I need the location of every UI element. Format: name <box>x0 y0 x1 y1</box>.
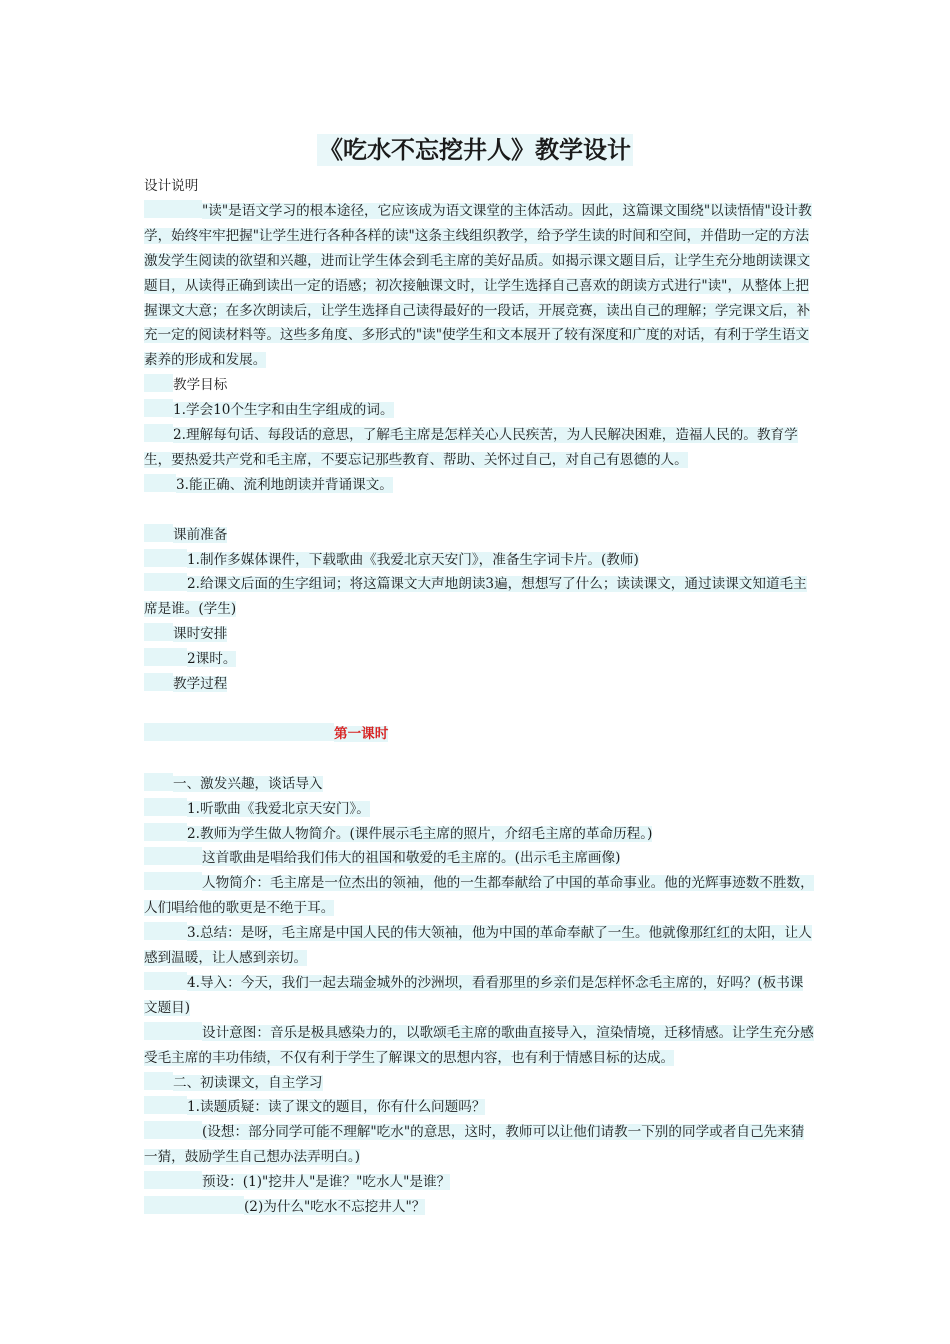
goals-heading: 教学目标 <box>144 373 816 398</box>
part-1-intent: 设计意图：音乐是极具感染力的，以歌颂毛主席的歌曲直接导入，渲染情境，迁移情感。让学生充分感受毛主席的丰功伟绩，不仅有利于学生了解课文的思想内容，也有利于情感目标的达成。 <box>144 1021 816 1071</box>
goal-item-3: 3.能正确、流利地朗读并背诵课文。 <box>144 473 816 498</box>
part-2-preset-2: (2)为什么"吃水不忘挖井人"？ <box>144 1195 816 1220</box>
part-1-item-3: 3.总结：是呀，毛主席是中国人民的伟大领袖，他为中国的革命奉献了一生。他就像那红红的太阳，让人感到温暖，让人感到亲切。 <box>144 921 816 971</box>
design-heading: 设计说明 <box>144 178 199 194</box>
goal-item-2: 2.理解每句话、每段话的意思，了解毛主席是怎样关心人民疾苦，为人民解决困难，造福人民的。教育学生，要热爱共产党和毛主席，不要忘记那些教育、帮助、关怀过自己，对自己有恩德的人。 <box>144 423 816 473</box>
design-paragraph: "读"是语文学习的根本途径，它应该成为语文课堂的主体活动。因此，这篇课文围绕"以读悟情"设计教学，始终牢牢把握"让学生进行各种各样的读"这条主线组织教学，给予学生读的时间和空间，并借助一定的方法激发学生阅读的欲望和兴趣，进而让学生体会到毛主席的美好品质。如揭示课文题目后，让学生充分地朗读课文题目，从读得正确到读出一定的语感；初次接触课文时，让学生选择自己喜欢的朗读方式进行"读"，从整体上把握课文大意；在多次朗读后，让学生选择自己读得最好的一段话，开展竞赛，读出自己的理解；学完课文后，补充一定的阅读材料等。这些多角度、多形式的"读"使学生和文本展开了较有深度和广度的对话，有利于学生语文素养的形成和发展。 <box>144 199 816 373</box>
goal-item-1: 1.学会10个生字和由生字组成的词。 <box>144 398 816 423</box>
prep-item-2: 2.给课文后面的生字组词；将这篇课文大声地朗读3遍，想想写了什么；读读课文，通过读课文知道毛主席是谁。(学生) <box>144 572 816 622</box>
part-2-heading: 二、初读课文，自主学习 <box>144 1071 816 1096</box>
document-body <box>144 174 816 1220</box>
prep-heading: 课前准备 <box>144 523 816 548</box>
part-2-assumption: (设想：部分同学可能不理解"吃水"的意思，这时，教师可以让他们请教一下别的同学或者自己先来猜一猜，鼓励学生自己想办法弄明白。) <box>144 1120 816 1170</box>
process-heading: 教学过程 <box>144 672 816 697</box>
part-1-heading: 一、激发兴趣，谈话导入 <box>144 772 816 797</box>
part-1-song-note: 这首歌曲是唱给我们伟大的祖国和敬爱的毛主席的。(出示毛主席画像) <box>144 846 816 871</box>
lesson-1-title: 第一课时 <box>144 722 816 747</box>
prep-item-1: 1.制作多媒体课件，下载歌曲《我爱北京天安门》，准备生字词卡片。(教师) <box>144 548 816 573</box>
document-title: 《吃水不忘挖井人》教学设计 <box>319 135 631 164</box>
schedule-heading: 课时安排 <box>144 622 816 647</box>
part-1-item-2: 2.教师为学生做人物简介。(课件展示毛主席的照片，介绍毛主席的革命历程。) <box>144 822 816 847</box>
schedule-text: 2课时。 <box>144 647 816 672</box>
part-1-item-4: 4.导入：今天，我们一起去瑞金城外的沙洲坝，看看那里的乡亲们是怎样怀念毛主席的，好吗？(板书课文题目) <box>144 971 816 1021</box>
part-2-preset-1: 预设：(1)"挖井人"是谁？"吃水人"是谁？ <box>144 1170 816 1195</box>
part-2-item-1: 1.读题质疑：读了课文的题目，你有什么问题吗？ <box>144 1095 816 1120</box>
part-1-item-1: 1.听歌曲《我爱北京天安门》。 <box>144 797 816 822</box>
part-1-intro: 人物简介：毛主席是一位杰出的领袖，他的一生都奉献给了中国的革命事业。他的光辉事迹数不胜数，人们唱给他的歌更是不绝于耳。 <box>144 871 816 921</box>
document-title-row <box>0 134 950 166</box>
